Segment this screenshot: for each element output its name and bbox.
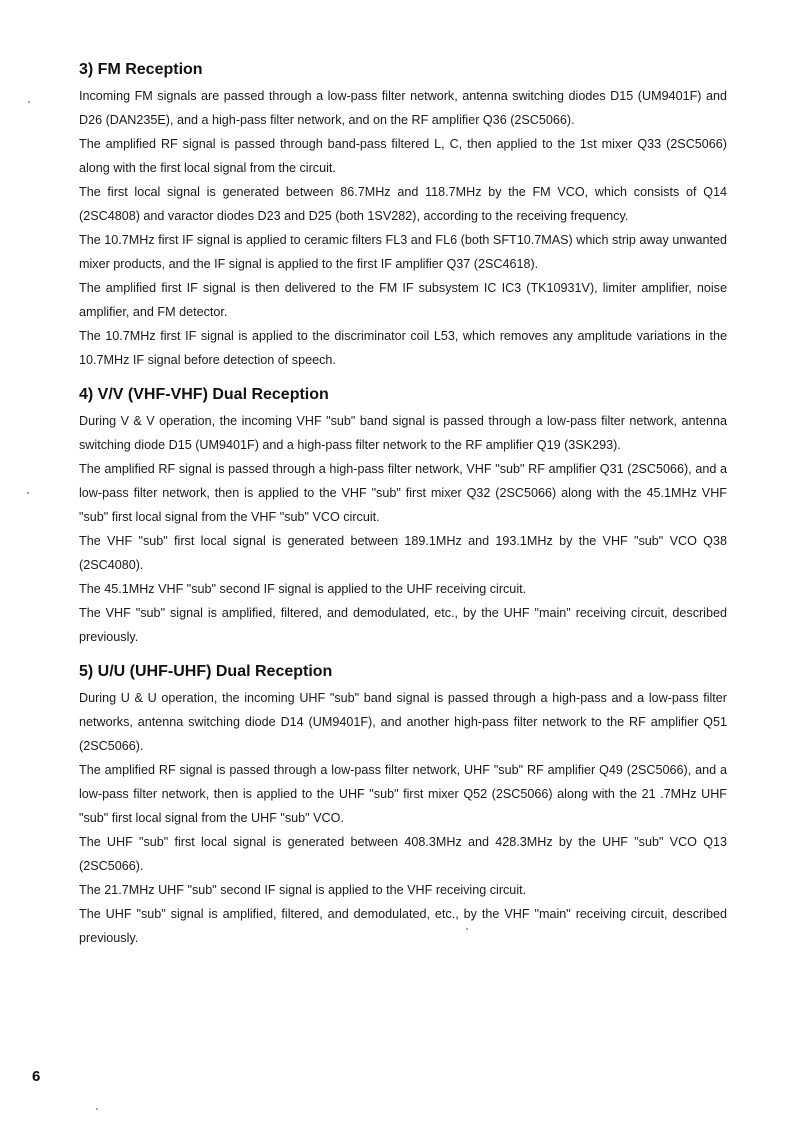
paragraph: During U & U operation, the incoming UHF "sub" band signal is passed through a high-pass and a low-pass filter networks, antenna switching diode D14 (UM9401F), and another high-pass filter network to the RF amplifier Q51 (2SC5066). [79, 691, 727, 753]
paragraph: The 21.7MHz UHF "sub" second IF signal is applied to the VHF receiving circuit. [79, 883, 527, 897]
paragraph: The amplified RF signal is passed through a low-pass filter network, UHF "sub" RF amplifier Q49 (2SC5066), and a low-pass filter network, then is applied to the UHF "sub" first mixer Q52 (2SC5066) along with the 21 .7MHz UHF "sub" first local signal from the UHF "sub" VCO. [79, 763, 727, 825]
paragraph: The UHF "sub" first local signal is generated between 408.3MHz and 428.3MHz by the UHF "sub" VCO Q13 (2SC5066). [79, 835, 727, 873]
section-vv-dual-reception [79, 383, 727, 649]
page-content [79, 58, 727, 961]
page-number: 6 [32, 1068, 41, 1085]
scan-speck [96, 1108, 98, 1110]
scan-speck [27, 492, 29, 494]
paragraph: During V & V operation, the incoming VHF "sub" band signal is passed through a low-pass filter network, antenna switching diode D15 (UM9401F) and a high-pass filter network to the RF amplifier Q19 (3SK293). [79, 414, 727, 452]
section-heading: 3) FM Reception [79, 61, 203, 78]
paragraph: The VHF "sub" signal is amplified, filtered, and demodulated, etc., by the UHF "main" receiving circuit, described previously. [79, 606, 727, 644]
paragraph: The 10.7MHz first IF signal is applied to the discriminator coil L53, which removes any amplitude variations in the 10.7MHz IF signal before detection of speech. [79, 329, 727, 367]
scan-speck [28, 101, 30, 103]
paragraph: The amplified RF signal is passed through band-pass filtered L, C, then applied to the 1st mixer Q33 (2SC5066) along with the first local signal from the circuit. [79, 137, 727, 175]
paragraph: The first local signal is generated between 86.7MHz and 118.7MHz by the FM VCO, which consists of Q14 (2SC4808) and varactor diodes D23 and D25 (both 1SV282), according to the receiving frequency. [79, 185, 727, 223]
section-fm-reception [79, 58, 727, 372]
paragraph: The 45.1MHz VHF "sub" second IF signal is applied to the UHF receiving circuit. [79, 582, 527, 596]
paragraph: The amplified RF signal is passed through a high-pass filter network, VHF "sub" RF amplifier Q31 (2SC5066), and a low-pass filter network, then is applied to the VHF "sub" first mixer Q32 (2SC5066) along with the 45.1MHz VHF "sub" first local signal from the VHF "sub" VCO circuit. [79, 462, 727, 524]
paragraph: The UHF "sub" signal is amplified, filtered, and demodulated, etc., by the VHF "main" receiving circuit, described previously. [79, 907, 727, 945]
paragraph: Incoming FM signals are passed through a low-pass filter network, antenna switching diodes D15 (UM9401F) and D26 (DAN235E), and a high-pass filter network, and on the RF amplifier Q36 (2SC5066). [79, 89, 727, 127]
section-heading: 5) U/U (UHF-UHF) Dual Reception [79, 663, 333, 680]
paragraph: The 10.7MHz first IF signal is applied to ceramic filters FL3 and FL6 (both SFT10.7MAS) which strip away unwanted mixer products, and the IF signal is applied to the first IF amplifier Q37 (2SC4618). [79, 233, 727, 271]
section-uu-dual-reception [79, 660, 727, 950]
paragraph: The amplified first IF signal is then delivered to the FM IF subsystem IC IC3 (TK10931V), limiter amplifier, noise amplifier, and FM detector. [79, 281, 727, 319]
scan-speck [466, 928, 468, 930]
paragraph: The VHF "sub" first local signal is generated between 189.1MHz and 193.1MHz by the VHF "sub" VCO Q38 (2SC4080). [79, 534, 727, 572]
section-heading: 4) V/V (VHF-VHF) Dual Reception [79, 386, 329, 403]
